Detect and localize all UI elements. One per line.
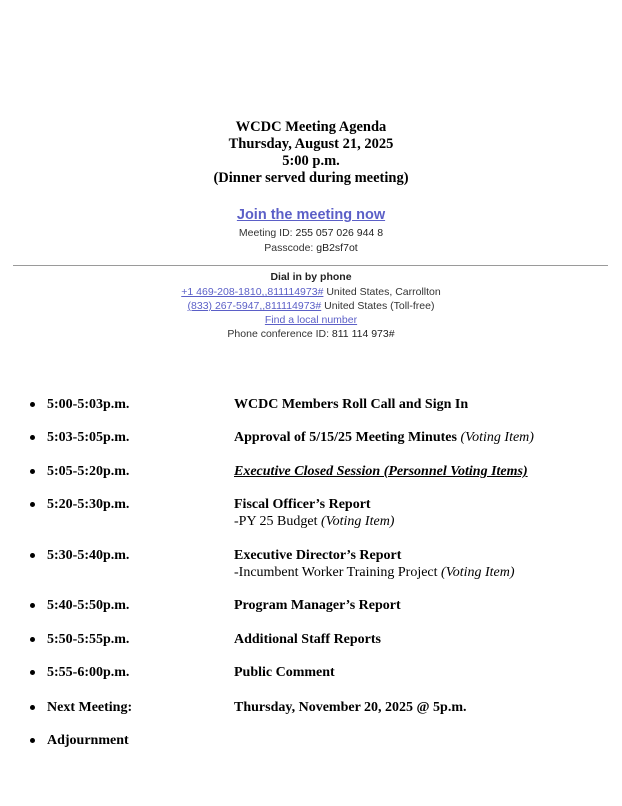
bullet <box>30 402 35 407</box>
bullet <box>30 553 35 558</box>
conference-id-line <box>0 328 622 340</box>
agenda-topic <box>234 699 467 716</box>
voting-item-note: (Voting Item) <box>460 430 534 445</box>
meeting-date: Thursday, August 21, 2025 <box>228 136 394 152</box>
agenda-subitem <box>234 564 515 581</box>
bullet <box>30 469 35 474</box>
agenda-topic <box>234 547 515 581</box>
join-meeting-block <box>0 207 622 223</box>
agenda-time: 5:05-5:20p.m. <box>47 464 130 479</box>
find-local-number-link[interactable]: Find a local number <box>264 314 358 326</box>
agenda-topic-title: Thursday, November 20, 2025 @ 5p.m. <box>234 700 467 715</box>
phone-2-link[interactable]: (833) 267-5947,,811114973# <box>187 300 322 312</box>
agenda-title: WCDC Meeting Agenda <box>235 119 387 135</box>
bullet <box>30 603 35 608</box>
agenda-subitem-text: -Incumbent Worker Training Project <box>234 565 442 580</box>
meeting-time: 5:00 p.m. <box>282 153 340 169</box>
agenda-topic <box>234 664 335 681</box>
agenda-time: Adjournment <box>47 733 129 748</box>
bullet <box>30 738 35 743</box>
passcode-value: gB2sf7ot <box>316 242 358 254</box>
agenda-time: 5:00-5:03p.m. <box>47 397 130 412</box>
meeting-id-line <box>0 227 622 239</box>
agenda-topic <box>234 463 528 480</box>
agenda-subitem <box>234 513 394 530</box>
dial-in-heading: Dial in by phone <box>270 271 352 283</box>
bullet <box>30 670 35 675</box>
agenda-time: Next Meeting: <box>47 700 133 715</box>
agenda-time: 5:40-5:50p.m. <box>47 598 130 613</box>
meeting-id-value: 255 057 026 944 8 <box>295 227 384 239</box>
agenda-time: 5:50-5:55p.m. <box>47 632 130 647</box>
agenda-time: 5:20-5:30p.m. <box>47 497 130 512</box>
agenda-time: 5:03-5:05p.m. <box>47 430 130 445</box>
passcode-line <box>0 242 622 254</box>
divider <box>13 265 608 266</box>
agenda-topic-title: Approval of 5/15/25 Meeting Minutes <box>234 430 457 445</box>
conference-id-label: Phone conference ID: <box>227 328 332 340</box>
agenda-topic-title: Executive Closed Session (Personnel Voting Items) <box>234 464 528 479</box>
agenda-topic <box>234 597 401 614</box>
agenda-topic <box>234 496 394 530</box>
agenda-topic-title: Executive Director’s Report <box>234 548 402 563</box>
agenda-topic-title: Program Manager’s Report <box>234 598 401 613</box>
bullet <box>30 637 35 642</box>
agenda-topic-title: Public Comment <box>234 665 335 680</box>
bullet <box>30 435 35 440</box>
passcode-label: Passcode: <box>264 242 317 254</box>
agenda-topic-title: WCDC Members Roll Call and Sign In <box>234 397 469 412</box>
bullet <box>30 705 35 710</box>
phone-2-location: United States (Toll-free) <box>321 300 435 312</box>
agenda-topic <box>234 631 381 648</box>
agenda-subitem-text: -PY 25 Budget <box>234 514 321 529</box>
phone-line-2 <box>0 300 622 312</box>
agenda-topic <box>234 429 534 446</box>
agenda-topic-title: Additional Staff Reports <box>234 632 382 647</box>
join-meeting-link[interactable]: Join the meeting now <box>236 207 386 223</box>
meeting-id-label: Meeting ID: <box>238 227 296 239</box>
voting-item-note: (Voting Item) <box>320 514 395 529</box>
conference-id-value: 811 114 973# <box>331 328 395 340</box>
find-local-line <box>0 314 622 326</box>
phone-1-link[interactable]: +1 469-208-1810,,811114973# <box>181 286 324 298</box>
phone-line-1 <box>0 286 622 298</box>
agenda-header <box>0 119 622 187</box>
bullet <box>30 502 35 507</box>
voting-item-note: (Voting Item) <box>441 565 515 580</box>
agenda-topic-title: Fiscal Officer’s Report <box>234 497 371 512</box>
agenda-topic <box>234 396 468 413</box>
agenda-time: 5:30-5:40p.m. <box>47 548 130 563</box>
phone-1-location: United States, Carrollton <box>323 286 441 298</box>
agenda-time: 5:55-6:00p.m. <box>47 665 130 680</box>
meeting-note: (Dinner served during meeting) <box>213 170 409 186</box>
